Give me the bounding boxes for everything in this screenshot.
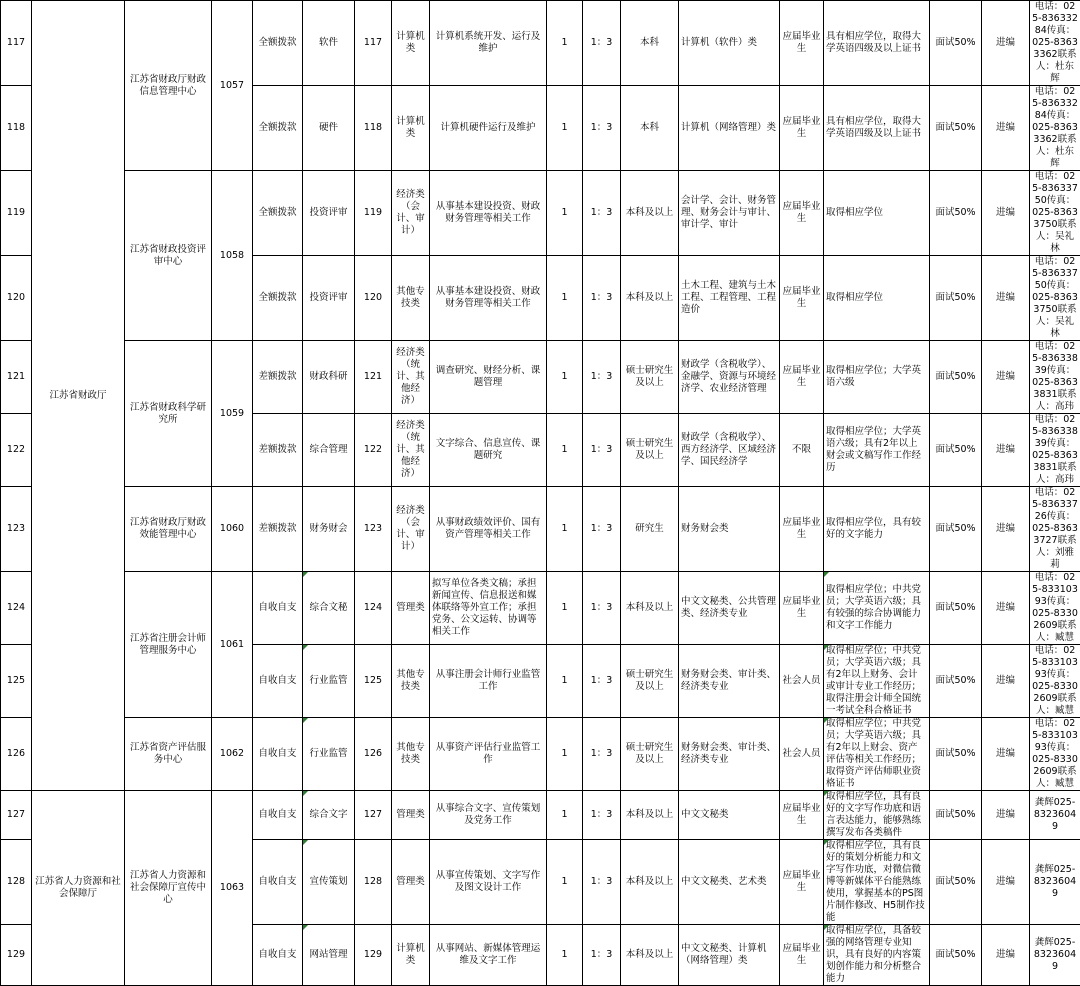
post-category-cell: 其他专技类	[392, 718, 430, 791]
hiring-count-cell: 1	[547, 572, 583, 645]
other-conditions-cell: 取得相应学位，具有良好的文字写作功底和语言表达能力，能够熟练撰写发布各类稿件	[824, 791, 930, 840]
other-conditions-cell: 具有相应学位，取得大学英语四级及以上证书	[824, 1, 930, 86]
contact-cell: 电话：025-83633726传真：025-83633727联系人：刘雅莉	[1030, 487, 1080, 572]
exam-weight-cell: 面试50%	[930, 791, 982, 840]
unit-code-cell: 1057	[212, 1, 253, 171]
contact-cell: 电话：025-83633284传真：025-83633362联系人：杜东辉	[1030, 86, 1080, 171]
post-code-cell: 127	[355, 791, 392, 840]
education-cell: 本科及以上	[621, 925, 679, 986]
funding-cell: 差额拨款	[253, 341, 303, 414]
employment-form-cell: 进编	[982, 171, 1030, 256]
target-cell: 应届毕业生	[780, 925, 824, 986]
post-code-cell: 124	[355, 572, 392, 645]
exam-weight-cell: 面试50%	[930, 256, 982, 341]
post-name-cell: 综合文字	[303, 791, 355, 840]
post-code-cell: 119	[355, 171, 392, 256]
education-cell: 本科及以上	[621, 171, 679, 256]
table-row	[1, 171, 1080, 256]
row-number: 118	[1, 86, 32, 171]
table-row	[1, 1, 1080, 86]
employment-form-cell: 进编	[982, 572, 1030, 645]
exam-weight-cell: 面试50%	[930, 840, 982, 925]
post-description-cell: 从事网站、新媒体管理运维及文字工作	[430, 925, 547, 986]
funding-cell: 全额拨款	[253, 86, 303, 171]
post-category-cell: 其他专技类	[392, 645, 430, 718]
exam-ratio-cell: 1：3	[583, 572, 621, 645]
post-name-cell: 财政科研	[303, 341, 355, 414]
contact-cell: 电话：025-83310393传真：025-83302609联系人：臧慧	[1030, 572, 1080, 645]
hiring-count-cell: 1	[547, 414, 583, 487]
exam-ratio-cell: 1：3	[583, 487, 621, 572]
post-name-cell: 行业监管	[303, 718, 355, 791]
unit-code-cell: 1058	[212, 171, 253, 341]
hiring-count-cell: 1	[547, 791, 583, 840]
funding-cell: 自收自支	[253, 925, 303, 986]
major-cell: 财务财会类、审计类、经济类专业	[679, 718, 780, 791]
other-conditions-cell: 取得相应学位	[824, 256, 930, 341]
exam-ratio-cell: 1：3	[583, 86, 621, 171]
contact-cell: 电话：025-83633750传真：025-83633750联系人：吴礼林	[1030, 256, 1080, 341]
exam-ratio-cell: 1：3	[583, 645, 621, 718]
post-code-cell: 121	[355, 341, 392, 414]
post-code-cell: 128	[355, 840, 392, 925]
employment-form-cell: 进编	[982, 840, 1030, 925]
employment-form-cell: 进编	[982, 925, 1030, 986]
row-number: 127	[1, 791, 32, 840]
post-description-cell: 从事资产评估行业监管工作	[430, 718, 547, 791]
post-code-cell: 120	[355, 256, 392, 341]
exam-ratio-cell: 1：3	[583, 341, 621, 414]
target-cell: 应届毕业生	[780, 840, 824, 925]
exam-ratio-cell: 1：3	[583, 1, 621, 86]
education-cell: 硕士研究生及以上	[621, 414, 679, 487]
post-name-cell: 软件	[303, 1, 355, 86]
unit-code-cell: 1062	[212, 718, 253, 791]
unit-code-cell: 1061	[212, 572, 253, 718]
unit-name-cell: 江苏省财政厅财政信息管理中心	[125, 1, 212, 171]
contact-cell: 龚辉025-83236049	[1030, 840, 1080, 925]
post-category-cell: 管理类	[392, 791, 430, 840]
post-code-cell: 125	[355, 645, 392, 718]
post-category-cell: 计算机类	[392, 86, 430, 171]
exam-weight-cell: 面试50%	[930, 645, 982, 718]
row-number: 123	[1, 487, 32, 572]
post-category-cell: 经济类（统计、其他经济）	[392, 414, 430, 487]
target-cell: 社会人员	[780, 718, 824, 791]
unit-name-cell: 江苏省注册会计师管理服务中心	[125, 572, 212, 718]
post-name-cell: 财务财会	[303, 487, 355, 572]
post-category-cell: 经济类（统计、其他经济）	[392, 341, 430, 414]
funding-cell: 自收自支	[253, 840, 303, 925]
row-number: 117	[1, 1, 32, 86]
exam-ratio-cell: 1：3	[583, 925, 621, 986]
major-cell: 财务财会类	[679, 487, 780, 572]
exam-weight-cell: 面试50%	[930, 86, 982, 171]
funding-cell: 自收自支	[253, 572, 303, 645]
row-number: 119	[1, 171, 32, 256]
row-number: 129	[1, 925, 32, 986]
contact-cell: 电话：025-83633839传真：025-83633831联系人：高玮	[1030, 414, 1080, 487]
post-description-cell: 从事注册会计师行业监管工作	[430, 645, 547, 718]
other-conditions-cell: 取得相应学位；中共党员；大学英语六级；具有2年以上财务、会计或审计专业工作经历；取得注册会计师全国统一考试全科合格证书	[824, 645, 930, 718]
education-cell: 硕士研究生及以上	[621, 718, 679, 791]
post-name-cell: 投资评审	[303, 256, 355, 341]
education-cell: 本科	[621, 86, 679, 171]
post-description-cell: 计算机硬件运行及维护	[430, 86, 547, 171]
employment-form-cell: 进编	[982, 341, 1030, 414]
employment-form-cell: 进编	[982, 414, 1030, 487]
exam-ratio-cell: 1：3	[583, 171, 621, 256]
table-row	[1, 487, 1080, 572]
employment-form-cell: 进编	[982, 86, 1030, 171]
employment-form-cell: 进编	[982, 718, 1030, 791]
table-row	[1, 341, 1080, 414]
major-cell: 会计学、会计、财务管理、财务会计与审计、审计学、审计	[679, 171, 780, 256]
exam-weight-cell: 面试50%	[930, 718, 982, 791]
hiring-count-cell: 1	[547, 840, 583, 925]
row-number: 125	[1, 645, 32, 718]
post-category-cell: 计算机类	[392, 1, 430, 86]
post-name-cell: 硬件	[303, 86, 355, 171]
post-description-cell: 从事基本建设投资、财政财务管理等相关工作	[430, 171, 547, 256]
exam-ratio-cell: 1：3	[583, 414, 621, 487]
post-description-cell: 文字综合、信息宣传、课题研究	[430, 414, 547, 487]
employment-form-cell: 进编	[982, 1, 1030, 86]
target-cell: 应届毕业生	[780, 341, 824, 414]
target-cell: 应届毕业生	[780, 487, 824, 572]
target-cell: 社会人员	[780, 645, 824, 718]
unit-name-cell: 江苏省财政科学研究所	[125, 341, 212, 487]
major-cell: 财政学（含税收学）、西方经济学、区域经济学、国民经济学	[679, 414, 780, 487]
education-cell: 硕士研究生及以上	[621, 645, 679, 718]
funding-cell: 差额拨款	[253, 414, 303, 487]
hiring-count-cell: 1	[547, 256, 583, 341]
unit-code-cell: 1060	[212, 487, 253, 572]
post-category-cell: 管理类	[392, 840, 430, 925]
target-cell: 应届毕业生	[780, 86, 824, 171]
exam-ratio-cell: 1：3	[583, 840, 621, 925]
post-code-cell: 117	[355, 1, 392, 86]
post-description-cell: 拟写单位各类文稿；承担新闻宣传、信息报送和媒体联络等外宣工作；承担党务、公文运转、协调等相关工作	[430, 572, 547, 645]
target-cell: 不限	[780, 414, 824, 487]
post-code-cell: 123	[355, 487, 392, 572]
exam-weight-cell: 面试50%	[930, 925, 982, 986]
employment-form-cell: 进编	[982, 487, 1030, 572]
post-description-cell: 从事财政绩效评价、国有资产管理等相关工作	[430, 487, 547, 572]
post-description-cell: 计算机系统开发、运行及维护	[430, 1, 547, 86]
major-cell: 财政学（含税收学）、金融学、资源与环境经济学、农业经济管理	[679, 341, 780, 414]
exam-weight-cell: 面试50%	[930, 341, 982, 414]
employment-form-cell: 进编	[982, 645, 1030, 718]
table-row	[1, 572, 1080, 645]
row-number: 121	[1, 341, 32, 414]
education-cell: 硕士研究生及以上	[621, 341, 679, 414]
education-cell: 本科及以上	[621, 572, 679, 645]
other-conditions-cell: 取得相应学位，具备较强的网络管理专业知识，具有良好的内容策划创作能力和分析整合能力	[824, 925, 930, 986]
major-cell: 计算机（软件）类	[679, 1, 780, 86]
post-name-cell: 投资评审	[303, 171, 355, 256]
contact-cell: 电话：025-83633284传真：025-83633362联系人：杜东辉	[1030, 1, 1080, 86]
education-cell: 本科及以上	[621, 840, 679, 925]
major-cell: 中文文秘类、公共管理类、经济类专业	[679, 572, 780, 645]
target-cell: 应届毕业生	[780, 1, 824, 86]
post-category-cell: 计算机类	[392, 925, 430, 986]
table-row	[1, 791, 1080, 840]
exam-weight-cell: 面试50%	[930, 1, 982, 86]
department-cell: 江苏省财政厅	[32, 1, 125, 791]
post-code-cell: 118	[355, 86, 392, 171]
post-category-cell: 经济类（会计、审计）	[392, 487, 430, 572]
hiring-count-cell: 1	[547, 171, 583, 256]
exam-weight-cell: 面试50%	[930, 171, 982, 256]
post-name-cell: 综合管理	[303, 414, 355, 487]
hiring-count-cell: 1	[547, 718, 583, 791]
funding-cell: 差额拨款	[253, 487, 303, 572]
contact-cell: 电话：025-83633839传真：025-83633831联系人：高玮	[1030, 341, 1080, 414]
other-conditions-cell: 取得相应学位，具有较好的文字能力	[824, 487, 930, 572]
other-conditions-cell: 取得相应学位，具有良好的策划分析能力和文字写作功底，对微信微博等新媒体平台能熟练使用，掌握基本的PS图片制作修改、H5制作技能	[824, 840, 930, 925]
funding-cell: 自收自支	[253, 791, 303, 840]
exam-weight-cell: 面试50%	[930, 572, 982, 645]
post-code-cell: 122	[355, 414, 392, 487]
education-cell: 本科	[621, 1, 679, 86]
funding-cell: 全额拨款	[253, 171, 303, 256]
unit-code-cell: 1059	[212, 341, 253, 487]
target-cell: 应届毕业生	[780, 791, 824, 840]
row-number: 122	[1, 414, 32, 487]
target-cell: 应届毕业生	[780, 572, 824, 645]
major-cell: 财务财会类、审计类、经济类专业	[679, 645, 780, 718]
row-number: 124	[1, 572, 32, 645]
row-number: 128	[1, 840, 32, 925]
contact-cell: 龚辉025-83236049	[1030, 791, 1080, 840]
post-description-cell: 从事综合文字、宣传策划及党务工作	[430, 791, 547, 840]
major-cell: 中文文秘类、艺术类	[679, 840, 780, 925]
major-cell: 中文文秘类、计算机（网络管理）类	[679, 925, 780, 986]
other-conditions-cell: 取得相应学位；中共党员；大学英语六级；具有2年以上财会、资产评估等相关工作经历；取得资产评估师职业资格证书	[824, 718, 930, 791]
funding-cell: 自收自支	[253, 718, 303, 791]
unit-name-cell: 江苏省财政投资评审中心	[125, 171, 212, 341]
other-conditions-cell: 取得相应学位；大学英语六级	[824, 341, 930, 414]
post-code-cell: 126	[355, 718, 392, 791]
row-number: 120	[1, 256, 32, 341]
department-cell: 江苏省人力资源和社会保障厅	[32, 791, 125, 986]
row-number: 126	[1, 718, 32, 791]
post-category-cell: 管理类	[392, 572, 430, 645]
major-cell: 中文文秘类	[679, 791, 780, 840]
hiring-count-cell: 1	[547, 1, 583, 86]
funding-cell: 全额拨款	[253, 256, 303, 341]
post-name-cell: 行业监管	[303, 645, 355, 718]
education-cell: 本科及以上	[621, 791, 679, 840]
other-conditions-cell: 取得相应学位；大学英语六级；具有2年以上财会或文稿写作工作经历	[824, 414, 930, 487]
post-description-cell: 从事宣传策划、文字写作及图文设计工作	[430, 840, 547, 925]
hiring-count-cell: 1	[547, 487, 583, 572]
table-row	[1, 718, 1080, 791]
other-conditions-cell: 具有相应学位，取得大学英语四级及以上证书	[824, 86, 930, 171]
post-name-cell: 综合文秘	[303, 572, 355, 645]
hiring-count-cell: 1	[547, 86, 583, 171]
exam-weight-cell: 面试50%	[930, 414, 982, 487]
employment-form-cell: 进编	[982, 791, 1030, 840]
major-cell: 计算机（网络管理）类	[679, 86, 780, 171]
education-cell: 研究生	[621, 487, 679, 572]
unit-name-cell: 江苏省人力资源和社会保障厅宣传中心	[125, 791, 212, 986]
funding-cell: 全额拨款	[253, 1, 303, 86]
contact-cell: 电话：025-83633750传真：025-83633750联系人：吴礼林	[1030, 171, 1080, 256]
post-description-cell: 从事基本建设投资、财政财务管理等相关工作	[430, 256, 547, 341]
unit-code-cell: 1063	[212, 791, 253, 986]
contact-cell: 电话：025-83310393传真：025-83302609联系人：臧慧	[1030, 718, 1080, 791]
hiring-count-cell: 1	[547, 341, 583, 414]
target-cell: 应届毕业生	[780, 256, 824, 341]
other-conditions-cell: 取得相应学位	[824, 171, 930, 256]
contact-cell: 电话：025-83310393传真：025-83302609联系人：臧慧	[1030, 645, 1080, 718]
target-cell: 应届毕业生	[780, 171, 824, 256]
post-category-cell: 经济类（会计、审计）	[392, 171, 430, 256]
funding-cell: 自收自支	[253, 645, 303, 718]
education-cell: 本科及以上	[621, 256, 679, 341]
unit-name-cell: 江苏省财政厅财政效能管理中心	[125, 487, 212, 572]
employment-form-cell: 进编	[982, 256, 1030, 341]
exam-ratio-cell: 1：3	[583, 718, 621, 791]
post-name-cell: 网站管理	[303, 925, 355, 986]
post-category-cell: 其他专技类	[392, 256, 430, 341]
exam-ratio-cell: 1：3	[583, 791, 621, 840]
hiring-count-cell: 1	[547, 925, 583, 986]
other-conditions-cell: 取得相应学位；中共党员；大学英语六级；具有较强的综合协调能力和文字工作能力	[824, 572, 930, 645]
major-cell: 土木工程、建筑与土木工程、工程管理、工程造价	[679, 256, 780, 341]
contact-cell: 龚辉025-83236049	[1030, 925, 1080, 986]
hiring-count-cell: 1	[547, 645, 583, 718]
exam-ratio-cell: 1：3	[583, 256, 621, 341]
unit-name-cell: 江苏省资产评估服务中心	[125, 718, 212, 791]
post-description-cell: 调查研究、财经分析、课题管理	[430, 341, 547, 414]
post-code-cell: 129	[355, 925, 392, 986]
post-name-cell: 宣传策划	[303, 840, 355, 925]
exam-weight-cell: 面试50%	[930, 487, 982, 572]
